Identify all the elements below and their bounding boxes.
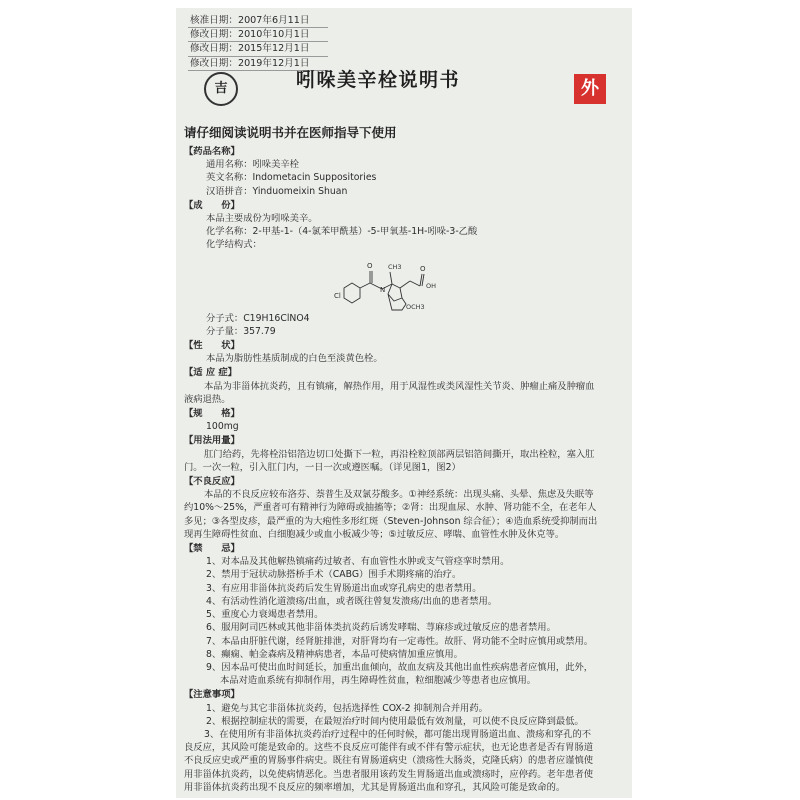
dosage-line: 门。一次一粒，引入肛门内，一日一次或遵医嘱。（详见图1，图2） — [184, 461, 461, 473]
section-heading-adverse: 【不良反应】 — [184, 476, 240, 488]
english-name: 英文名称：Indometacin Suppositories — [206, 172, 377, 184]
chemical-name: 化学名称：2-甲基-1-（4-氯苯甲酰基）-5-甲氧基-1H-吲哚-3-乙酸 — [206, 226, 478, 238]
indications-line: 液病退热。 — [184, 393, 231, 405]
precaution-item: 1、避免与其它非甾体抗炎药，包括选择性 COX-2 抑制剂合并用药。 — [206, 702, 488, 714]
leaflet-sheet — [176, 8, 632, 798]
section-heading-composition: 【成 份】 — [184, 199, 240, 211]
precaution-line: 不良反应史或严重的胃肠事件病史。既往有胃肠道病史（溃疡性大肠炎，克隆氏病）的患者应谨慎使 — [184, 755, 594, 767]
section-heading-indications: 【适 应 症】 — [184, 367, 237, 379]
adverse-line: 本品的不良反应较布洛芬、萘普生及双氯芬酸多。①神经系统：出现头痛、头晕、焦虑及失眠等 — [204, 489, 594, 501]
section-heading-precautions: 【注意事项】 — [184, 689, 240, 701]
revision-dates — [188, 14, 328, 71]
indications-line: 本品为非甾体抗炎药，且有镇痛，解热作用，用于风湿性或类风湿性关节炎、肿瘤止痛及肿瘤血 — [204, 380, 595, 392]
pinyin-name: 汉语拼音：Yinduomeixin Shuan — [206, 185, 348, 197]
contra-item: 6、服用阿司匹林或其他非甾体类抗炎药后诱发哮喘、荨麻疹或过敏反应的患者禁用。 — [206, 622, 556, 634]
structure-text-oh: OH — [426, 281, 437, 290]
section-heading-dosage: 【用法用量】 — [184, 435, 240, 447]
molecular-formula: 分子式：C19H16ClNO4 — [206, 312, 310, 324]
contra-item: 9、因本品可使出血时间延长，加重出血倾向，故血友病及其他出血性疾病患者应慎用，此外， — [206, 661, 594, 673]
precaution-line: 用非甾体抗炎药出现不良反应的频率增加，尤其是胃肠道出血和穿孔，其风险可能是致命的。 — [184, 781, 566, 793]
leaflet-content — [184, 144, 616, 794]
section-heading-contraindications: 【禁 忌】 — [184, 543, 240, 555]
structure-text-o2: O — [420, 264, 426, 273]
structure-text-cl: Cl — [334, 291, 341, 300]
contra-item: 5、重度心力衰竭患者禁用。 — [206, 609, 324, 621]
structure-text-me: CH3 — [388, 262, 402, 271]
dosage-line: 肛门给药，先将栓沿铝箔边切口处撕下一粒，再沿栓粒顶部两层铝箔间撕开，取出栓粒，塞入肛 — [204, 448, 595, 460]
adverse-line: 约10%～25%，严重者可有精神行为障碍或抽搐等；②肾：出现血尿、水肿、肾功能不全，在老年人 — [184, 502, 597, 514]
section-heading-appearance: 【性 状】 — [184, 340, 240, 352]
precaution-item: 3、在使用所有非甾体抗炎药治疗过程中的任何时候，都可能出现胃肠道出血、溃疡和穿孔的不 — [204, 728, 592, 740]
adverse-line: 现再生障碍性贫血、白细胞减少或血小板减少等；⑤过敏反应、哮喘、血管性水肿及休克等。 — [184, 528, 565, 540]
document-title: 吲哚美辛栓说明书 — [296, 69, 461, 91]
contra-item-continued: 本品对造血系统有抑制作用，再生障碍性贫血，粒细胞减少等患者也应慎用。 — [220, 675, 537, 687]
revision-date: 修改日期：2015年12月1日 — [188, 42, 328, 56]
generic-name: 通用名称：吲哚美辛栓 — [206, 159, 299, 171]
contra-item: 4、有活动性消化道溃疡/出血，或者既往曾复发溃疡/出血的患者禁用。 — [206, 595, 498, 607]
usage-notice: 请仔细阅读说明书并在医师指导下使用 — [184, 125, 397, 140]
contra-item: 1、对本品及其他解热镇痛药过敏者、有血管性水肿或支气管痉挛时禁用。 — [206, 556, 510, 568]
structure-text-ome: OCH3 — [406, 302, 425, 311]
contra-item: 3、有应用非甾体抗炎药后发生胃肠道出血或穿孔病史的患者禁用。 — [206, 582, 482, 594]
spec-value: 100mg — [206, 421, 239, 433]
revision-date: 修改日期：2010年10月1日 — [188, 28, 328, 42]
contra-item: 2、禁用于冠状动脉搭桥手术（CABG）围手术期疼痛的治疗。 — [206, 569, 462, 581]
molecular-weight: 分子量：357.79 — [206, 325, 276, 337]
approval-date: 核准日期：2007年6月11日 — [188, 14, 328, 28]
chemical-structure — [330, 254, 490, 312]
precaution-line: 用非甾体抗炎药，以免使病情恶化。当患者服用该药发生胃肠道出血或溃疡时，应停药。老年患者使 — [184, 768, 594, 780]
contra-item: 8、癫痫、帕金森病及精神病患者，本品可使病情加重应慎用。 — [206, 648, 463, 660]
structure-text-o1: O — [367, 261, 373, 270]
revision-date: 修改日期：2019年12月1日 — [188, 57, 328, 71]
structure-label: 化学结构式： — [206, 239, 262, 251]
logo-glyph: 吉 — [214, 81, 228, 97]
section-heading-name: 【药品名称】 — [184, 146, 240, 157]
structure-diagram — [330, 254, 490, 312]
precaution-line: 良反应，其风险可能是致命的。这些不良反应可能伴有或不伴有警示症状，也无论患者是否有胃肠道 — [184, 742, 594, 754]
section-heading-spec: 【规 格】 — [184, 408, 240, 420]
adverse-line: 多见；③各型皮疹，最严重的为大疱性多形红斑（Steven-Johnson 综合征）；④造血系统受抑制而出 — [184, 515, 598, 527]
structure-text-n: N — [380, 285, 386, 294]
contra-item: 7、本品由肝脏代谢，经肾脏排泄，对肝肾均有一定毒性。故肝、肾功能不全时应慎用或禁用。 — [206, 635, 594, 647]
appearance-text: 本品为脂肪性基质制成的白色至淡黄色栓。 — [206, 353, 383, 365]
precaution-item: 2、根据控制症状的需要，在最短治疗时间内使用最低有效剂量，可以使不良反应降到最低。 — [206, 715, 584, 727]
company-logo — [204, 72, 238, 106]
main-ingredient: 本品主要成份为吲哚美辛。 — [206, 213, 318, 225]
external-use-badge: 外 — [574, 74, 606, 104]
